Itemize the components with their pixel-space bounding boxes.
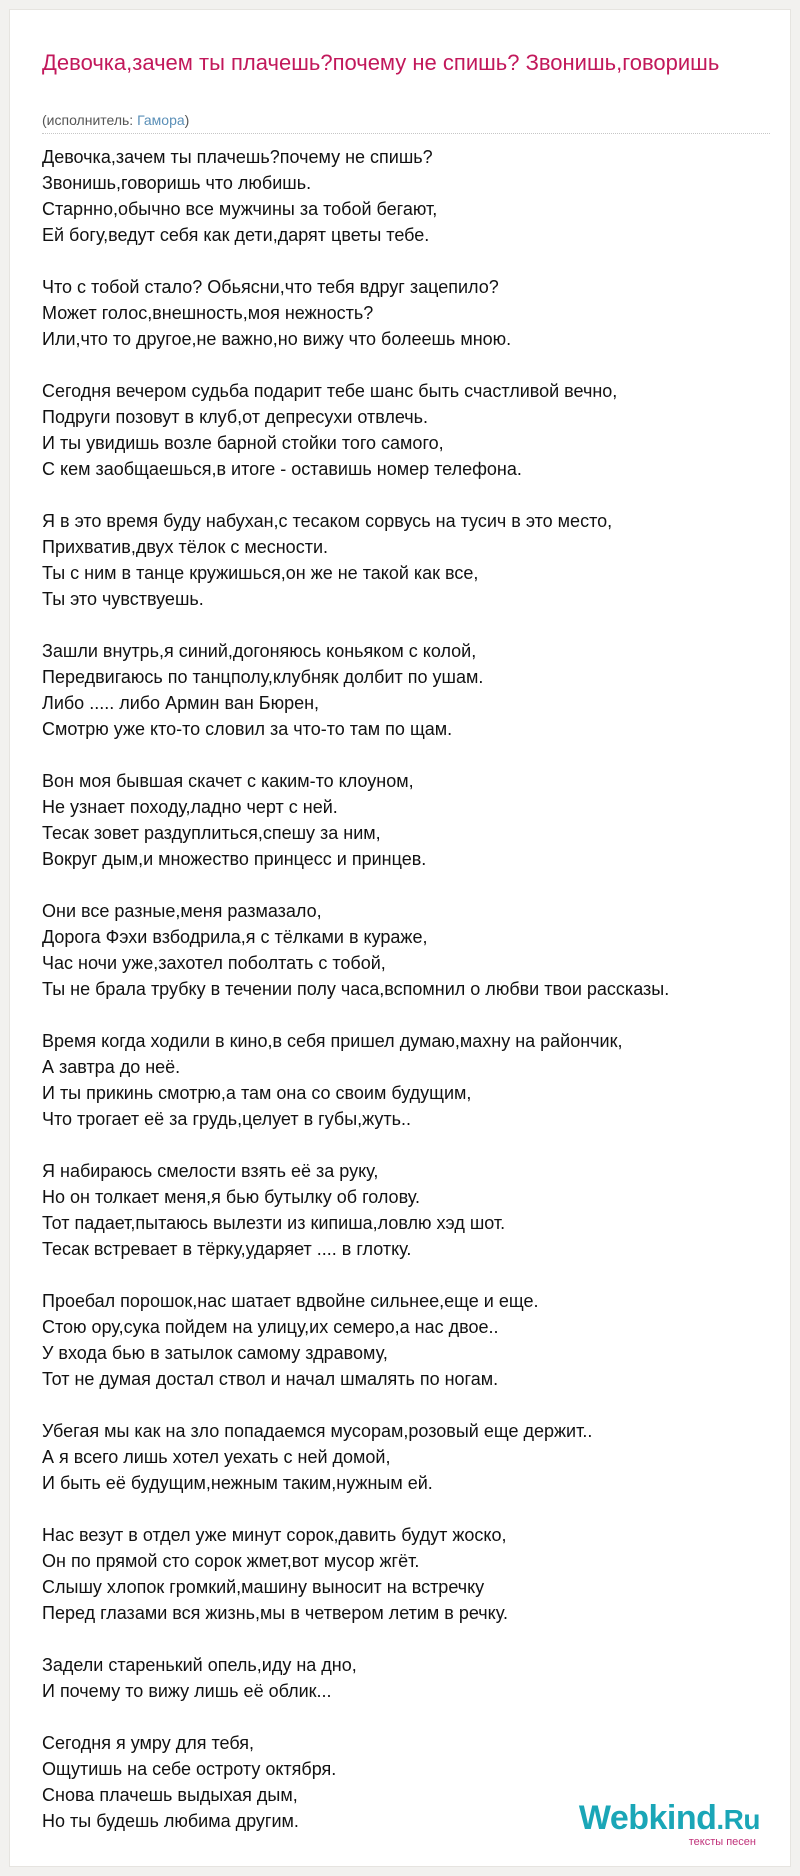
lyric-line: А я всего лишь хотел уехать с ней домой, [42,1447,391,1467]
stanza-gap [42,872,782,898]
page [10,10,790,1866]
lyric-line: Подруги позовут в клуб,от депресухи отвлечь. [42,407,429,427]
divider [42,133,770,134]
lyric-line: Ты не брала трубку в течении полу часа,вспомнил о любви твои рассказы. [42,979,670,999]
lyric-line: Ты с ним в танце кружишься,он же не такой как все, [42,563,479,583]
artist-line [42,112,189,128]
stanza-gap [42,1392,782,1418]
lyric-line: Проебал порошок,нас шатает вдвойне сильнее,еще и еще. [42,1291,539,1311]
lyric-line: И почему то вижу лишь её облик... [42,1681,332,1701]
lyric-line: Передвигаюсь по танцполу,клубняк долбит по ушам. [42,667,484,687]
lyric-line: Ощутишь на себе остроту октября. [42,1759,337,1779]
lyric-line: Вон моя бывшая скачет с каким-то клоуном, [42,771,414,791]
lyric-line: И быть её будущим,нежным таким,нужным ей. [42,1473,433,1493]
lyric-line: Они все разные,меня размазало, [42,901,322,921]
lyric-line: Тесак встревает в тёрку,ударяет .... в глотку. [42,1239,412,1259]
lyric-line: Слышу хлопок громкий,машину выносит на встречку [42,1577,485,1597]
lyric-line: Ей богу,ведут себя как дети,дарят цветы тебе. [42,225,430,245]
lyric-line: Либо ..... либо Армин ван Бюрен, [42,693,320,713]
stanza-gap [42,352,782,378]
stanza-gap [42,742,782,768]
lyric-line: Но ты будешь любима другим. [42,1811,299,1831]
artist-link[interactable]: Гамора [137,112,185,128]
lyric-line: Тот падает,пытаюсь вылезти из кипиша,ловлю хэд шот. [42,1213,506,1233]
lyric-line: Я набираюсь смелости взять её за руку, [42,1161,379,1181]
stanza-gap [42,1002,782,1028]
lyric-line: Убегая мы как на зло попадаемся мусорам,розовый еще держит.. [42,1421,593,1441]
stanza-gap [42,482,782,508]
lyric-line: Что с тобой стало? Обьясни,что тебя вдруг зацепило? [42,277,499,297]
lyric-line: Сегодня я умру для тебя, [42,1733,254,1753]
stanza-gap [42,1626,782,1652]
lyric-line: Ты это чувствуешь. [42,589,204,609]
lyric-line: Я в это время буду набухан,с тесаком сорвусь на тусич в это место, [42,511,613,531]
lyric-line: Снова плачешь выдыхая дым, [42,1785,298,1805]
lyric-line: У входа бью в затылок самому здравому, [42,1343,388,1363]
lyric-line: Старнно,обычно все мужчины за тобой бегают, [42,199,438,219]
lyric-line: Перед глазами вся жизнь,мы в четвером летим в речку. [42,1603,508,1623]
stanza-gap [42,1132,782,1158]
lyric-line: Задели старенький опель,иду на дно, [42,1655,357,1675]
lyric-line: Не узнает походу,ладно черт с ней. [42,797,338,817]
lyric-line: И ты увидишь возле барной стойки того самого, [42,433,444,453]
lyric-line: Девочка,зачем ты плачешь?почему не спишь? [42,147,433,167]
stanza-gap [42,1496,782,1522]
lyric-line: С кем заобщаешься,в итоге - оставишь номер телефона. [42,459,522,479]
lyric-line: Но он толкает меня,я бью бутылку об голову. [42,1187,420,1207]
stanza-gap [42,248,782,274]
stanza-gap [42,1704,782,1730]
lyric-line: Зашли внутрь,я синий,догоняюсь коньяком с колой, [42,641,477,661]
lyric-line: Стою ору,сука пойдем на улицу,их семеро,а нас двое.. [42,1317,499,1337]
lyric-line: Смотрю уже кто-то словил за что-то там по щам. [42,719,453,739]
lyric-line: Дорога Фэхи взбодрила,я с тёлками в кураже, [42,927,428,947]
artist-prefix: (исполнитель: [42,112,138,128]
lyric-line: Или,что то другое,не важно,но вижу что болеешь мною. [42,329,512,349]
lyric-line: Вокруг дым,и множество принцесс и принцев. [42,849,427,869]
lyric-line: Что трогает её за грудь,целует в губы,жуть.. [42,1109,412,1129]
stanza-gap [42,1262,782,1288]
lyric-line: Звонишь,говоришь что любишь. [42,173,312,193]
site-logo[interactable] [550,1800,760,1848]
lyric-line: Нас везут в отдел уже минут сорок,давить будут жоско, [42,1525,507,1545]
lyric-line: Тот не думая достал ствол и начал шмалять по ногам. [42,1369,499,1389]
lyric-line: Время когда ходили в кино,в себя пришел думаю,махну на райончик, [42,1031,623,1051]
artist-suffix: ) [184,112,190,128]
lyric-line: И ты прикинь смотрю,а там она со своим будущим, [42,1083,472,1103]
logo-tagline: тексты песен [688,1836,756,1848]
lyric-line: Сегодня вечером судьба подарит тебе шанс быть счастливой вечно, [42,381,618,401]
logo-text: Webkind.Ru [578,1799,760,1837]
stanza-gap [42,612,782,638]
lyrics-body [42,144,782,1834]
lyric-line: А завтра до неё. [42,1057,181,1077]
lyric-line: Он по прямой сто сорок жмет,вот мусор жгёт. [42,1551,420,1571]
lyric-line: Прихватив,двух тёлок с месности. [42,537,328,557]
lyric-line: Тесак зовет раздуплиться,спешу за ним, [42,823,381,843]
lyric-line: Час ночи уже,захотел поболтать с тобой, [42,953,386,973]
lyric-line: Может голос,внешность,моя нежность? [42,303,374,323]
song-title: Девочка,зачем ты плачешь?почему не спишь? Звонишь,говоришь [42,50,720,75]
